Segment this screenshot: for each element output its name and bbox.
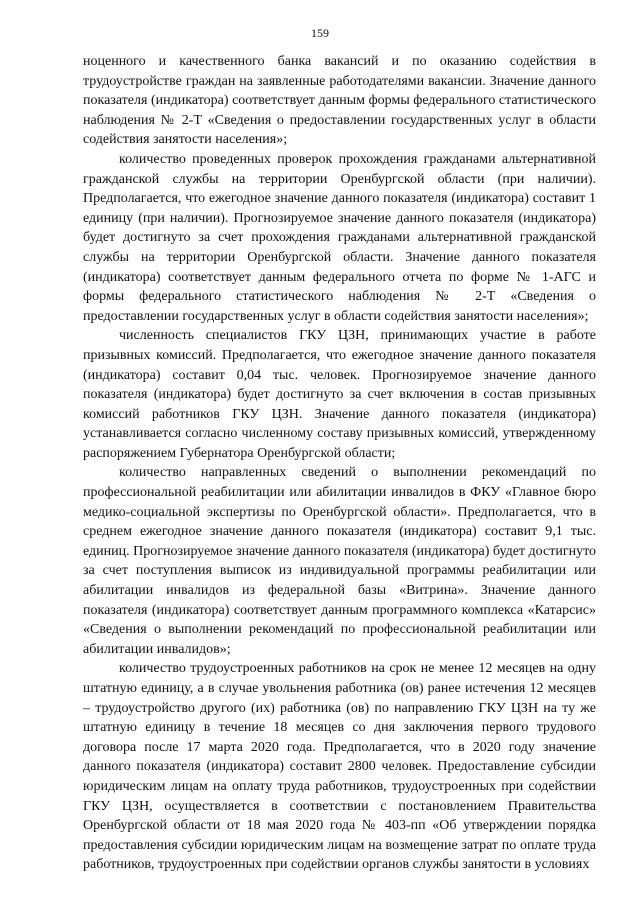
document-body — [83, 52, 596, 875]
paragraph-2: количество проведенных проверок прохождения гражданами альтернативной гражданской службы на территории Оренбургской области (при наличии). Предполагается, что ежегодное значение данного показателя (индикатора) составит 1 единицу (при наличии). Прогнозируемое значение данного показателя (индикатора) будет достигнуто за счет прохождения гражданами альтернативной гражданской службы на территории Оренбургской области. Значение данного показателя (индикатора) соответствует данным федерального отчета по форме № 1-АГС и формы федерального статистического наблюдения № 2-Т «Сведения о предоставлении государственных услуг в области содействия занятости населения»; — [83, 151, 596, 324]
paragraph-5: количество трудоустроенных работников на срок не менее 12 месяцев на одну штатную единицу, а в случае увольнения работника (ов) ранее истечения 12 месяцев – трудоустройство другого (их) работника (ов) по направлению ГКУ ЦЗН на ту же штатную единицу в течение 18 месяцев со дня заключения первого трудового договора после 17 марта 2020 года. Предполагается, что в 2020 году значение данного показателя (индикатора) составит 2800 человек. Предоставление субсидии юридическим лицам на оплату труда работников, трудоустроенных при содействии ГКУ ЦЗН, осуществляется в соответствии с постановлением Правительства Оренбургской области от 18 мая 2020 года № 403-пп «Об утверждении порядка предоставления субсидии юридическим лицам на возмещение затрат по оплате труда работников, трудоустроенных при содействии органов службы занятости в условиях — [83, 661, 596, 873]
page-number: 159 — [311, 26, 329, 40]
paragraph-3: численность специалистов ГКУ ЦЗН, принимающих участие в работе призывных комиссий. Предполагается, что ежегодное значение данного показателя (индикатора) составит 0,04 тыс. человек. Прогнозируемое значение данного показателя (индикатора) будет достигнуто за счет включения в состав призывных комиссий работников ГКУ ЦЗН. Значение данного показателя (индикатора) устанавливается согласно численному составу призывных комиссий, утвержденному распоряжением Губернатора Оренбургской области; — [83, 328, 596, 461]
paragraph-4: количество направленных сведений о выполнении рекомендаций по профессиональной реабилитации или абилитации инвалидов в ФКУ «Главное бюро медико-социальной экспертизы по Оренбургской области». Предполагается, что в среднем ежегодное значение данного показателя (индикатора) составит 9,1 тыс. единиц. Прогнозируемое значение данного показателя (индикатора) будет достигнуто за счет поступления выписок из индивидуальной программы реабилитации или абилитации инвалидов из федеральной базы «Витрина». Значение данного показателя (индикатора) соответствует данным программного комплекса «Катарсис» «Сведения о выполнении рекомендаций по профессиональной реабилитации или абилитации инвалидов»; — [83, 465, 596, 657]
paragraph-1: ноценного и качественного банка вакансий и по оказанию содействия в трудоустройстве граждан на заявленные работодателями вакансии. Значение данного показателя (индикатора) соответствует данным формы федерального статистического наблюдения № 2-Т «Сведения о предоставлении государственных услуг в области содействия занятости населения»; — [83, 54, 596, 148]
